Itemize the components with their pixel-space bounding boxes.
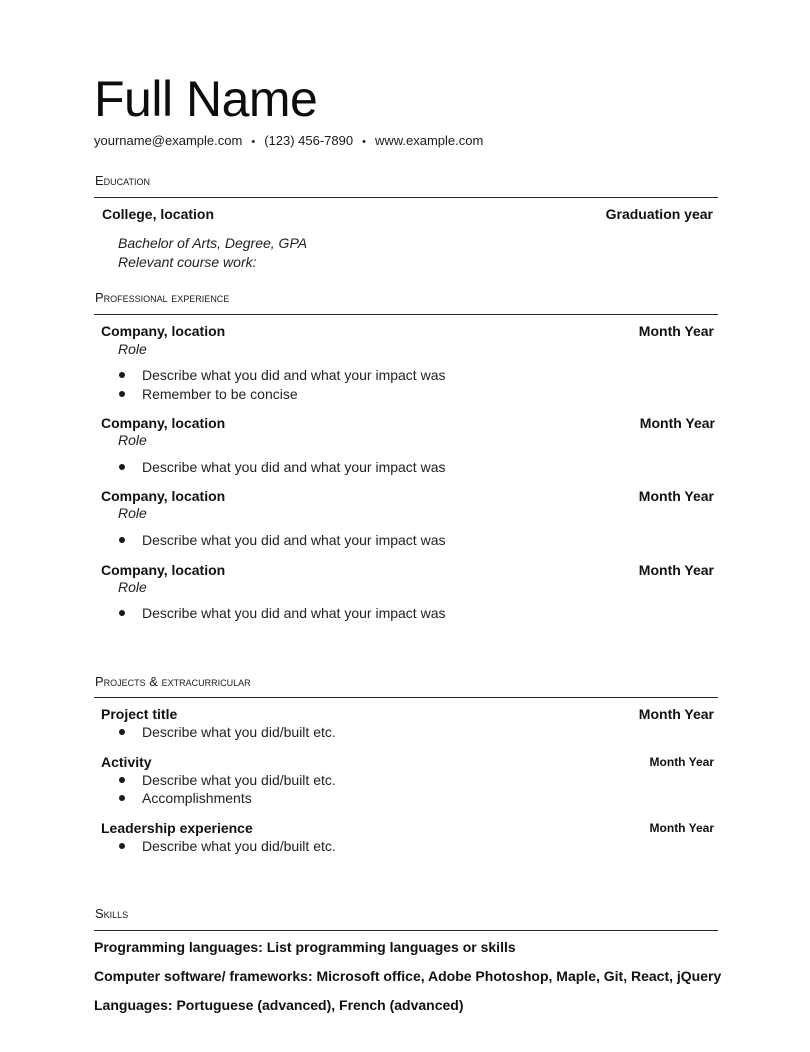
website: www.example.com bbox=[374, 133, 484, 148]
section-divider bbox=[94, 930, 718, 931]
job-role: Role bbox=[118, 505, 147, 521]
job-role: Role bbox=[118, 579, 147, 595]
activity-bullet: Accomplishments bbox=[142, 790, 252, 806]
project-bullet: Describe what you did/built etc. bbox=[142, 724, 336, 740]
job-date: Month Year bbox=[639, 415, 715, 431]
job-company: Company, location bbox=[101, 323, 226, 339]
phone: (123) 456-7890 bbox=[264, 133, 354, 148]
job-bullet: Remember to be concise bbox=[142, 386, 298, 402]
activity-title: Activity bbox=[101, 754, 152, 770]
separator-dot: • bbox=[362, 136, 366, 148]
section-divider bbox=[94, 197, 718, 198]
school-name: College, location bbox=[102, 206, 215, 222]
email: yourname@example.com bbox=[94, 133, 243, 148]
project-title: Project title bbox=[101, 706, 178, 722]
bullet-icon bbox=[119, 795, 125, 801]
skill-line: Programming languages: List programming languages or skills bbox=[94, 939, 516, 955]
graduation-date: Graduation year bbox=[605, 206, 713, 222]
job-bullet: Describe what you did and what your impact was bbox=[142, 459, 446, 475]
bullet-icon bbox=[119, 843, 125, 849]
bullet-icon bbox=[119, 610, 125, 616]
bullet-icon bbox=[119, 391, 125, 397]
job-date: Month Year bbox=[638, 488, 714, 504]
project-date: Month Year bbox=[638, 706, 714, 722]
skills-heading: Skills bbox=[95, 906, 129, 921]
bullet-icon bbox=[119, 537, 125, 543]
job-role: Role bbox=[118, 432, 147, 448]
separator-dot: • bbox=[251, 136, 256, 148]
leadership-title: Leadership experience bbox=[101, 820, 253, 836]
bullet-icon bbox=[119, 729, 125, 735]
contact-line bbox=[94, 132, 483, 151]
activity-bullet: Describe what you did/built etc. bbox=[142, 772, 336, 788]
projects-heading: Projects & extracurricular bbox=[95, 674, 251, 689]
leadership-date: Month Year bbox=[649, 821, 714, 835]
coursework: Relevant course work: bbox=[118, 254, 257, 270]
degree: Bachelor of Arts, Degree, GPA bbox=[118, 235, 308, 251]
job-bullet: Describe what you did and what your impact was bbox=[142, 532, 446, 548]
skill-line: Languages: Portuguese (advanced), French (advanced) bbox=[94, 997, 464, 1013]
education-heading: Education bbox=[95, 173, 151, 188]
experience-heading: Professional experience bbox=[95, 290, 230, 305]
bullet-icon bbox=[119, 372, 125, 378]
job-bullet: Describe what you did and what your impact was bbox=[142, 367, 446, 383]
job-role: Role bbox=[118, 341, 147, 357]
skill-line: Computer software/ frameworks: Microsoft office, Adobe Photoshop, Maple, Git, React, jQuery bbox=[94, 968, 722, 984]
section-divider bbox=[94, 314, 718, 315]
bullet-icon bbox=[119, 777, 125, 783]
section-divider bbox=[94, 697, 718, 698]
job-date: Month Year bbox=[638, 562, 714, 578]
leadership-bullet: Describe what you did/built etc. bbox=[142, 838, 336, 854]
activity-date: Month Year bbox=[649, 755, 714, 769]
job-date: Month Year bbox=[638, 323, 714, 339]
bullet-icon bbox=[119, 464, 125, 470]
job-company: Company, location bbox=[101, 415, 226, 431]
job-company: Company, location bbox=[101, 562, 226, 578]
job-company: Company, location bbox=[101, 488, 226, 504]
full-name: Full Name bbox=[94, 71, 318, 127]
job-bullet: Describe what you did and what your impact was bbox=[142, 605, 446, 621]
